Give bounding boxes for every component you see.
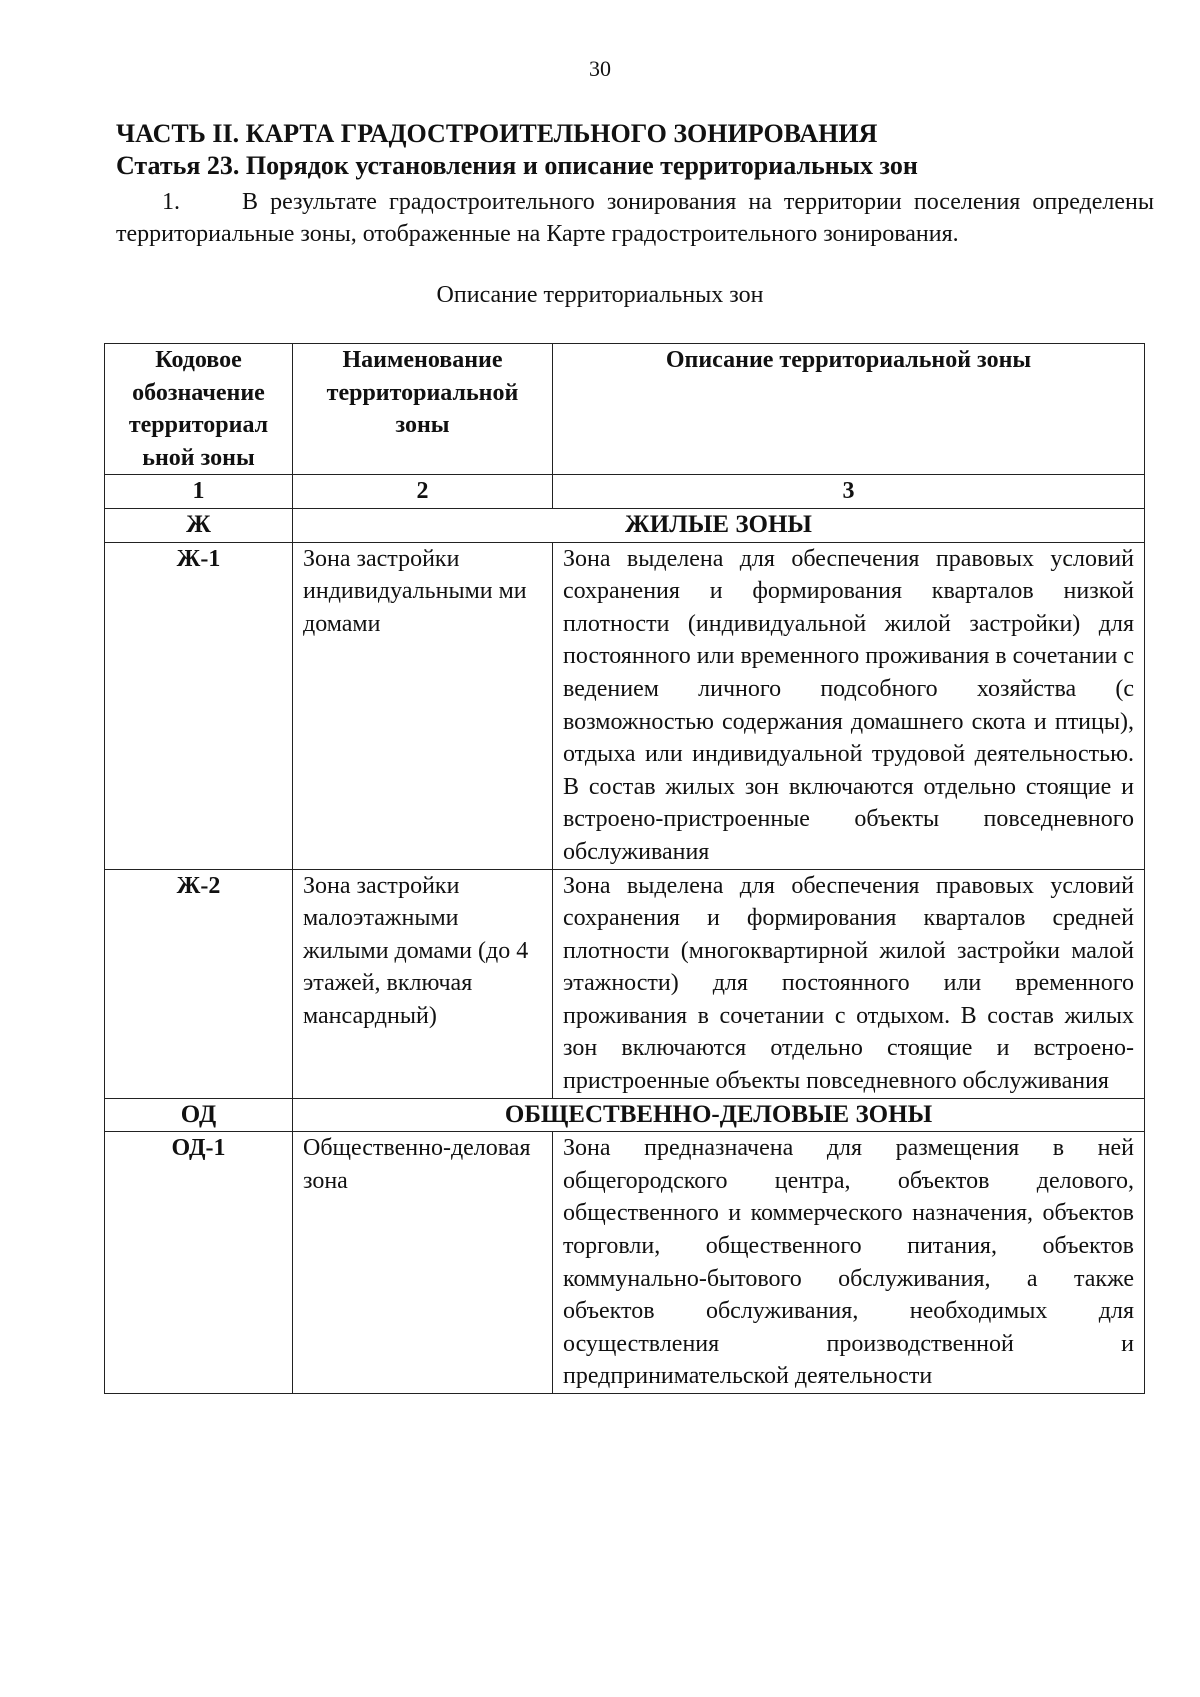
column-number-row (105, 475, 1145, 509)
table-row (105, 869, 1145, 1098)
zone-name: Общественно-деловая зона (293, 1132, 553, 1394)
paragraph-text: В результате градостроительного зонирования на территории поселения определены территориальные зоны, отображенные на Карте градостроительного зонирования. (116, 189, 1154, 247)
section-code: ОД (105, 1098, 293, 1132)
zone-name: Зона застройки индивидуальными ми домами (293, 542, 553, 869)
table-row (105, 1132, 1145, 1394)
column-number: 1 (105, 475, 293, 509)
table-caption: Описание территориальных зон (436, 282, 764, 308)
article-heading: Статья 23. Порядок установления и описание территориальных зон (116, 151, 918, 180)
zone-description: Зона выделена для обеспечения правовых условий сохранения и формирования кварталов низкой плотности (индивидуальной жилой застройки) для постоянного или временного проживания в сочетании с ведением личного подсобного хозяйства (с возможностью содержания домашнего скота и птицы), отдыха или индивидуальной трудовой деятельностью. В состав жилых зон включаются отдельно стоящие и встроено-пристроенные объекты повседневного обслуживания (553, 542, 1145, 869)
table-row (105, 542, 1145, 869)
section-title: ЖИЛЫЕ ЗОНЫ (293, 508, 1145, 542)
section-row-public-business (105, 1098, 1145, 1132)
section-row-residential (105, 508, 1145, 542)
table-header-row (105, 344, 1145, 475)
paragraph-number: 1. (162, 189, 180, 215)
header-code: Кодовое обозначение территориал ьной зоны (105, 344, 293, 475)
zone-description: Зона предназначена для размещения в ней общегородского центра, объектов делового, общественного и коммерческого назначения, объектов торговли, общественного питания, объектов коммунально-бытового обслуживания, а также объектов обслуживания, необходимых для осуществления производственной и предпринимательской деятельности (553, 1132, 1145, 1394)
zone-description: Зона выделена для обеспечения правовых условий сохранения и формирования кварталов средней плотности (многоквартирной жилой застройки малой этажности) для постоянного или временного проживания в сочетании с отдыхом. В состав жилых зон включаются отдельно стоящие и встроено-пристроенные объекты повседневного обслуживания (553, 869, 1145, 1098)
zone-code: Ж-1 (105, 542, 293, 869)
zone-name: Зона застройки малоэтажными жилыми домами (до 4 этажей, включая мансардный) (293, 869, 553, 1098)
zone-code: ОД-1 (105, 1132, 293, 1394)
header-name: Наименование территориальной зоны (293, 344, 553, 475)
column-number: 3 (553, 475, 1145, 509)
paragraph (116, 186, 1154, 250)
part-heading: ЧАСТЬ II. КАРТА ГРАДОСТРОИТЕЛЬНОГО ЗОНИРОВАНИЯ (116, 119, 878, 148)
section-title: ОБЩЕСТВЕННО-ДЕЛОВЫЕ ЗОНЫ (293, 1098, 1145, 1132)
section-code: Ж (105, 508, 293, 542)
zones-table (104, 343, 1145, 1394)
column-number: 2 (293, 475, 553, 509)
page-number: 30 (589, 56, 611, 81)
header-description: Описание территориальной зоны (553, 344, 1145, 475)
zone-code: Ж-2 (105, 869, 293, 1098)
